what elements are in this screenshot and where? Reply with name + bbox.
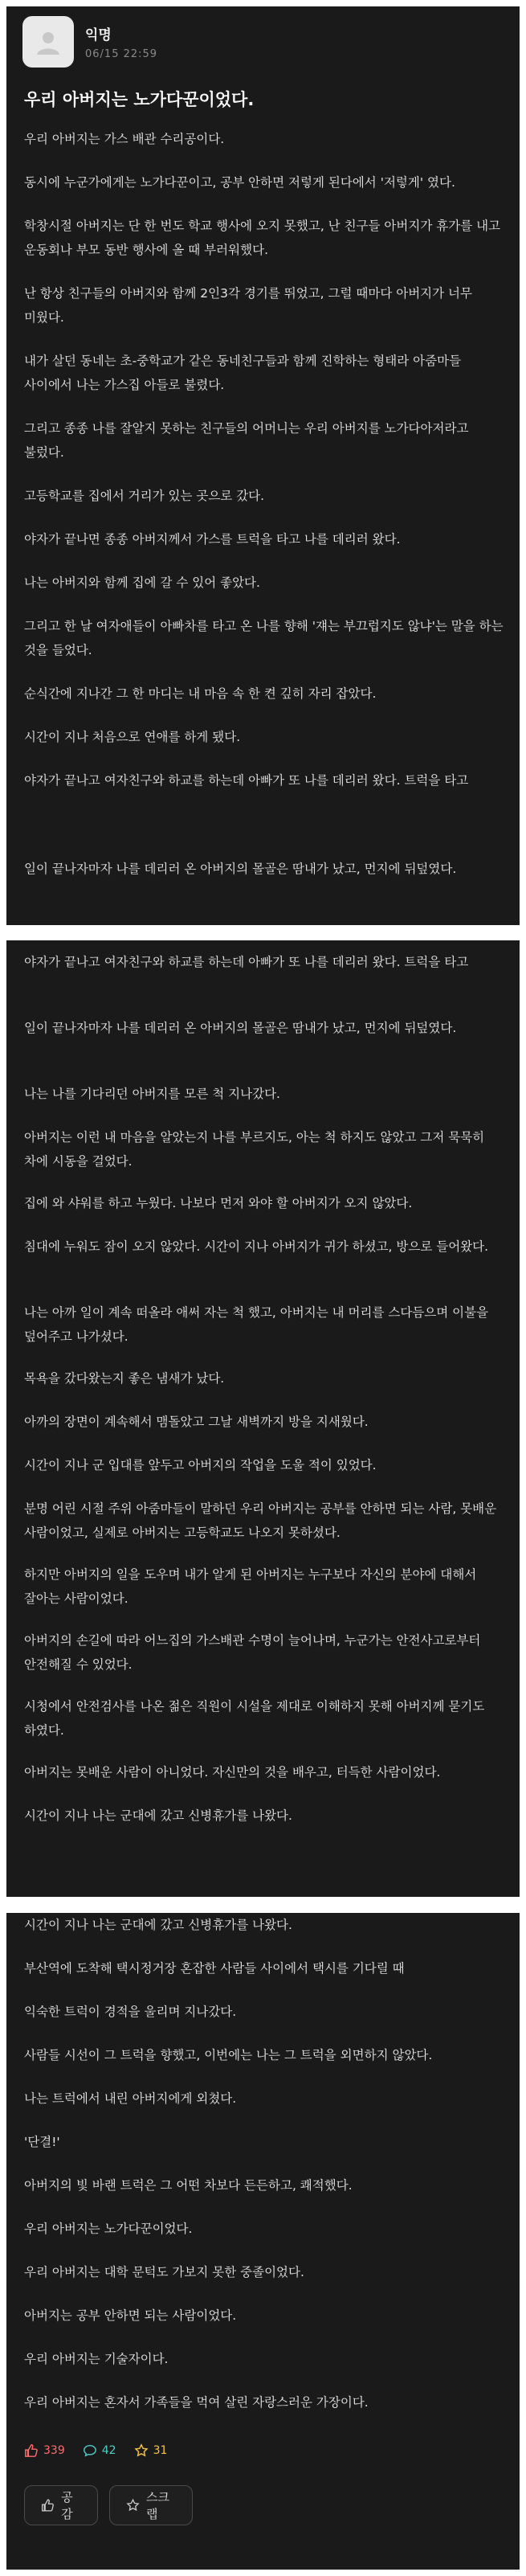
post-panel-1 (6, 6, 520, 925)
like-button-label: 공감 (61, 2490, 73, 2521)
paragraph: '단결!' (24, 2135, 60, 2149)
reaction-counts (24, 2443, 167, 2458)
scrap-button[interactable] (109, 2485, 193, 2525)
paragraph: 목욕을 갔다왔는지 좋은 냄새가 났다. (24, 1371, 225, 1386)
post-date: 06/15 22:59 (85, 48, 158, 60)
paragraph: 그리고 종종 나를 잘알지 못하는 친구들의 어머니는 우리 아버지를 노가다아저라고 불렀다. (24, 421, 473, 460)
paragraph: 우리 아버지는 노가다꾼이었다. (24, 2222, 193, 2236)
post-panel-2 (6, 940, 520, 1897)
likes-count: 339 (43, 2444, 65, 2457)
paragraph: 우리 아버지는 대학 문턱도 가보지 못한 중졸이었다. (24, 2265, 304, 2279)
paragraph: 시청에서 안전검사를 나온 젊은 직원이 시설을 제대로 이해하지 못해 아버지께 묻기도 하였다. (24, 1699, 489, 1738)
paragraph: 나는 아까 일이 계속 떠올라 애써 자는 척 했고, 아버지는 내 머리를 스다듬으며 이불을 덮어주고 나가셨다. (24, 1305, 492, 1344)
scraps-count: 31 (153, 2444, 168, 2457)
comments-stat (83, 2443, 116, 2458)
likes-stat (24, 2443, 65, 2458)
paragraph: 일이 끝나자마자 나를 데리러 온 아버지의 몰골은 땀내가 났고, 먼지에 뒤덮였다. (24, 862, 457, 876)
paragraph: 시간이 지나 나는 군대에 갔고 신병휴가를 나왔다. (24, 1808, 292, 1823)
paragraph: 부산역에 도착해 택시정거장 혼잡한 사람들 사이에서 택시를 기다릴 때 (24, 1961, 405, 1976)
paragraph: 하지만 아버지의 일을 도우며 내가 알게 된 아버지는 누구보다 자신의 분야에 대해서 잘아는 사람이었다. (24, 1567, 481, 1606)
paragraph: 사람들 시선이 그 트럭을 향했고, 이번에는 나는 그 트럭을 외면하지 않았다. (24, 2048, 433, 2062)
scrap-button-label: 스크랩 (146, 2490, 169, 2521)
post-header (22, 16, 157, 68)
paragraph: 분명 어린 시절 주위 아줌마들이 말하던 우리 아버지는 공부를 안하면 되는 사람, 못배운 사람이었고, 실제로 아버지는 고등학교도 나오지 못하셨다. (24, 1501, 501, 1540)
paragraph: 침대에 누워도 잠이 오지 않았다. 시간이 지나 아버지가 귀가 하셨고, 방으로 들어왔다. (24, 1239, 489, 1254)
paragraph: 야자가 끝나면 종종 아버지께서 가스를 트럭을 타고 나를 데리러 왔다. (24, 532, 401, 547)
author-name: 익명 (85, 27, 112, 43)
paragraph: 우리 아버지는 가스 배관 수리공이다. (24, 132, 225, 146)
paragraph: 시간이 지나 나는 군대에 갔고 신병휴가를 나왔다. (24, 1918, 292, 1932)
paragraph: 시간이 지나 군 입대를 앞두고 아버지의 작업을 도울 적이 있었다. (24, 1458, 377, 1472)
action-bar (24, 2485, 193, 2525)
paragraph: 시간이 지나 처음으로 연애를 하게 됐다. (24, 730, 241, 744)
comment-icon (83, 2443, 97, 2458)
paragraph: 학창시절 아버지는 단 한 번도 학교 행사에 오지 못했고, 난 친구들 아버지가 휴가를 내고 운동회나 부모 동반 행사에 올 때 부러워했다. (24, 219, 504, 257)
post-title: 우리 아버지는 노가다꾼이었다. (24, 90, 255, 109)
star-icon (126, 2497, 140, 2513)
comments-count: 42 (101, 2444, 116, 2457)
paragraph: 아버지의 손길에 따라 어느집의 가스배관 수명이 늘어나며, 누군가는 안전사고로부터 안전해질 수 있었다. (24, 1633, 485, 1672)
scraps-stat (134, 2443, 168, 2458)
star-icon (134, 2443, 149, 2458)
paragraph: 집에 와 샤워를 하고 누웠다. 나보다 먼저 와야 할 아버지가 오지 않았다. (24, 1196, 413, 1210)
paragraph: 나는 아버지와 함께 집에 갈 수 있어 좋았다. (24, 575, 260, 590)
paragraph: 난 항상 친구들의 아버지와 함께 2인3각 경기를 뛰었고, 그럴 때마다 아버지가 너무 미웠다. (24, 286, 476, 325)
paragraph: 아버지는 공부 안하면 되는 사람이었다. (24, 2308, 237, 2323)
paragraph: 나는 트럭에서 내린 아버지에게 외쳤다. (24, 2091, 237, 2106)
paragraph: 나는 나를 기다리던 아버지를 모른 척 지나갔다. (24, 1087, 280, 1101)
avatar (22, 16, 74, 68)
thumbs-up-icon (41, 2497, 55, 2513)
like-button[interactable] (24, 2485, 98, 2525)
paragraph: 우리 아버지는 혼자서 가족들을 먹여 살린 자랑스러운 가장이다. (24, 2395, 369, 2410)
paragraph: 아버지는 못배운 사람이 아니었다. 자신만의 것을 배우고, 터득한 사람이었다. (24, 1765, 441, 1779)
paragraph: 일이 끝나자마자 나를 데리러 온 아버지의 몰골은 땀내가 났고, 먼지에 뒤덮였다. (24, 1021, 457, 1035)
paragraph: 아까의 장면이 계속해서 맴돌았고 그날 새벽까지 방을 지새웠다. (24, 1415, 369, 1429)
paragraph: 아버지는 이런 내 마음을 알았는지 나를 부르지도, 아는 척 하지도 않았고 그저 묵묵히 차에 시동을 걸었다. (24, 1130, 489, 1169)
post-panel-3 (6, 1913, 520, 2570)
paragraph: 내가 살던 동네는 초-중학교가 같은 동네친구들과 함께 진학하는 형태라 아줌마들 사이에서 나는 가스집 아들로 불렸다. (24, 354, 465, 392)
paragraph: 익숙한 트럭이 경적을 울리며 지나갔다. (24, 2005, 237, 2019)
paragraph: 동시에 누군가에게는 노가다꾼이고, 공부 안하면 저렇게 된다에서 '저렇게' 였다. (24, 175, 455, 190)
paragraph: 순식간에 지나간 그 한 마디는 내 마음 속 한 켠 깊히 자리 잡았다. (24, 686, 377, 701)
paragraph: 고등학교를 집에서 거리가 있는 곳으로 갔다. (24, 489, 265, 503)
paragraph: 아버지의 빛 바랜 트럭은 그 어떤 차보다 든든하고, 쾌적했다. (24, 2178, 353, 2193)
thumbs-up-icon (24, 2443, 39, 2458)
paragraph: 야자가 끝나고 여자친구와 하교를 하는데 아빠가 또 나를 데리러 왔다. 트럭을 타고 (24, 955, 469, 969)
paragraph: 우리 아버지는 기술자이다. (24, 2352, 169, 2366)
paragraph: 야자가 끝나고 여자친구와 하교를 하는데 아빠가 또 나를 데리러 왔다. 트럭을 타고 (24, 773, 469, 788)
avatar-icon (32, 26, 64, 58)
paragraph: 그리고 한 날 여자애들이 아빠차를 타고 온 나를 향해 '쟤는 부끄럽지도 않냐'는 말을 하는 것을 들었다. (24, 619, 508, 657)
